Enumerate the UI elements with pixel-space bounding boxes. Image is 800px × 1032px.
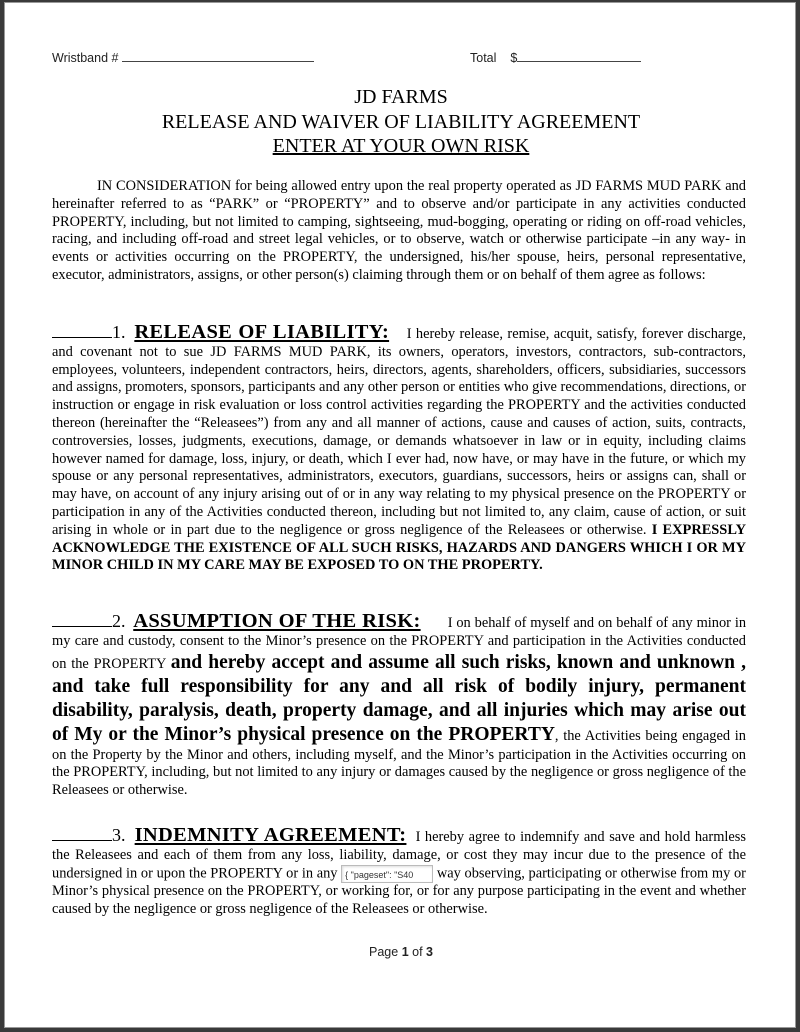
of-word: of xyxy=(412,945,423,959)
total-field xyxy=(470,49,641,65)
section-text: I on behalf of myself and on behalf of any minor in my care and custody, consent to the Minor’s presence on the PROPERTY and participation in the Activities conducted on the PROPERTY xyxy=(52,615,747,672)
section-text: I hereby release, remise, acquit, satisfy, forever discharge, and covenant not to sue JD FARMS MUD PARK, its owners, operators, investors, contractors, sub-contractors, employees, volunteers, independent contractors, heirs, directors, agents, shareholders, officers, subsidiaries, successors and assigns, promoters, sponsors, participants and any other person or entities who give recommendations, directions, or instruction or engage in risk evaluation or loss control activities regarding the PROPERTY and the activities conducted thereon (hereinafter the “Releasees”) from any and all manner of actions, cause and causes of action, suits, contracts, controversies, losses, judgments, executions, damage, or demands whatsoever in law or in equity, including claims however named for damage, loss, injury, or death, which I ever had, now have, or may have in the future, or which my spouse or any personal representatives, administrators, executors, guardians, successors, heirs or assigns can, shall or may have, on account of any injury arising out of or in any way relating to my physical presence on the PROPERTY or participation in any of the Activities conducted thereon, including but not limited to, any claim, cause of action, or suit arising in whole or in part due to the negligence or gross negligence of the Releasees or otherwise. xyxy=(52,326,746,538)
section-heading: RELEASE OF LIABILITY: xyxy=(134,321,390,343)
total-label: Total xyxy=(470,51,497,65)
section-release-of-liability xyxy=(52,323,746,575)
wristband-blank[interactable] xyxy=(122,49,314,62)
wristband-label: Wristband # xyxy=(52,51,119,65)
page-indicator xyxy=(5,945,797,959)
section-bold-text: I EXPRESSLY ACKNOWLEDGE THE EXISTENCE OF ALL SUCH RISKS, HAZARDS AND DANGERS WHICH I OR MY MINOR CHILD IN MY CARE MAY BE EXPOSED TO ON THE PROPERTY. xyxy=(52,521,746,574)
form-text-field[interactable]: { "pageset": "S40 xyxy=(341,865,433,883)
document-title-block xyxy=(5,85,797,159)
total-blank[interactable] xyxy=(517,49,641,62)
initials-blank-2[interactable] xyxy=(52,612,112,627)
section-indemnity-agreement xyxy=(52,826,746,918)
currency-symbol: $ xyxy=(510,51,518,65)
page-word: Page xyxy=(369,945,399,959)
title-warning: ENTER AT YOUR OWN RISK xyxy=(272,135,530,157)
section-heading: ASSUMPTION OF THE RISK: xyxy=(133,610,421,632)
section-assumption-of-risk xyxy=(52,612,746,800)
initials-blank-1[interactable] xyxy=(52,323,112,338)
initials-blank-3[interactable] xyxy=(52,826,112,841)
section-number: 1. xyxy=(112,322,126,342)
section-heading: INDEMNITY AGREEMENT: xyxy=(134,824,407,846)
wristband-field xyxy=(52,49,314,65)
section-number: 2. xyxy=(112,611,126,631)
total-pages: 3 xyxy=(426,945,433,959)
document-page xyxy=(4,2,796,1028)
title-agreement: RELEASE AND WAIVER OF LIABILITY AGREEMENT xyxy=(161,110,641,133)
section-text-continued: , the Activities being engaged in on the Property by the Minor and others, including myself, and the Minor’s participation in the Activities occurring on the PROPERTY, including, but not limited to any injury or damages caused by the negligence or gross negligence of the Releasees or otherwise. xyxy=(52,727,746,799)
current-page: 1 xyxy=(401,945,409,959)
section-number: 3. xyxy=(112,825,126,845)
section-text: I hereby agree to indemnify and save and hold harmless the Releasees and each of them from any loss, liability, damage, or cost they may incur due to the presence of the undersigned in or upon the PROPERTY or in any xyxy=(52,829,746,881)
intro-paragraph: IN CONSIDERATION for being allowed entry upon the real property operated as JD FARMS MUD PARK and hereinafter referred to as “PARK” or “PROPERTY” and to observe and/or participate in any activities conducted PROPERTY, including, but not limited to camping, sightseeing, mud-bogging, operating or riding on off-road vehicles, racing, and including off-road and street legal vehicles, or to observe, watch or otherwise participate –in any way- in events or activities occurring on the PROPERTY, the undersigned, his/her spouse, heirs, personal representative, executor, administrators, assigns, or other person(s) claiming through them or on behalf of them agree as follows: xyxy=(52,178,746,283)
section-text-continued: way observing, participating or otherwise from my or Minor’s physical presence on the PROPERTY, or working for, or for any purpose participating in the event and whether caused by the negligence or gross negligence of the Releasees or otherwise. xyxy=(52,864,746,917)
title-company: JD FARMS xyxy=(354,86,448,108)
section-bold-text: and hereby accept and assume all such risks, known and unknown , and take full responsibility for any and all risk of bodily injury, permanent disability, paralysis, death, property damage, and all injuries which may arise out of My or the Minor’s physical presence on the PROPERTY xyxy=(52,651,746,745)
